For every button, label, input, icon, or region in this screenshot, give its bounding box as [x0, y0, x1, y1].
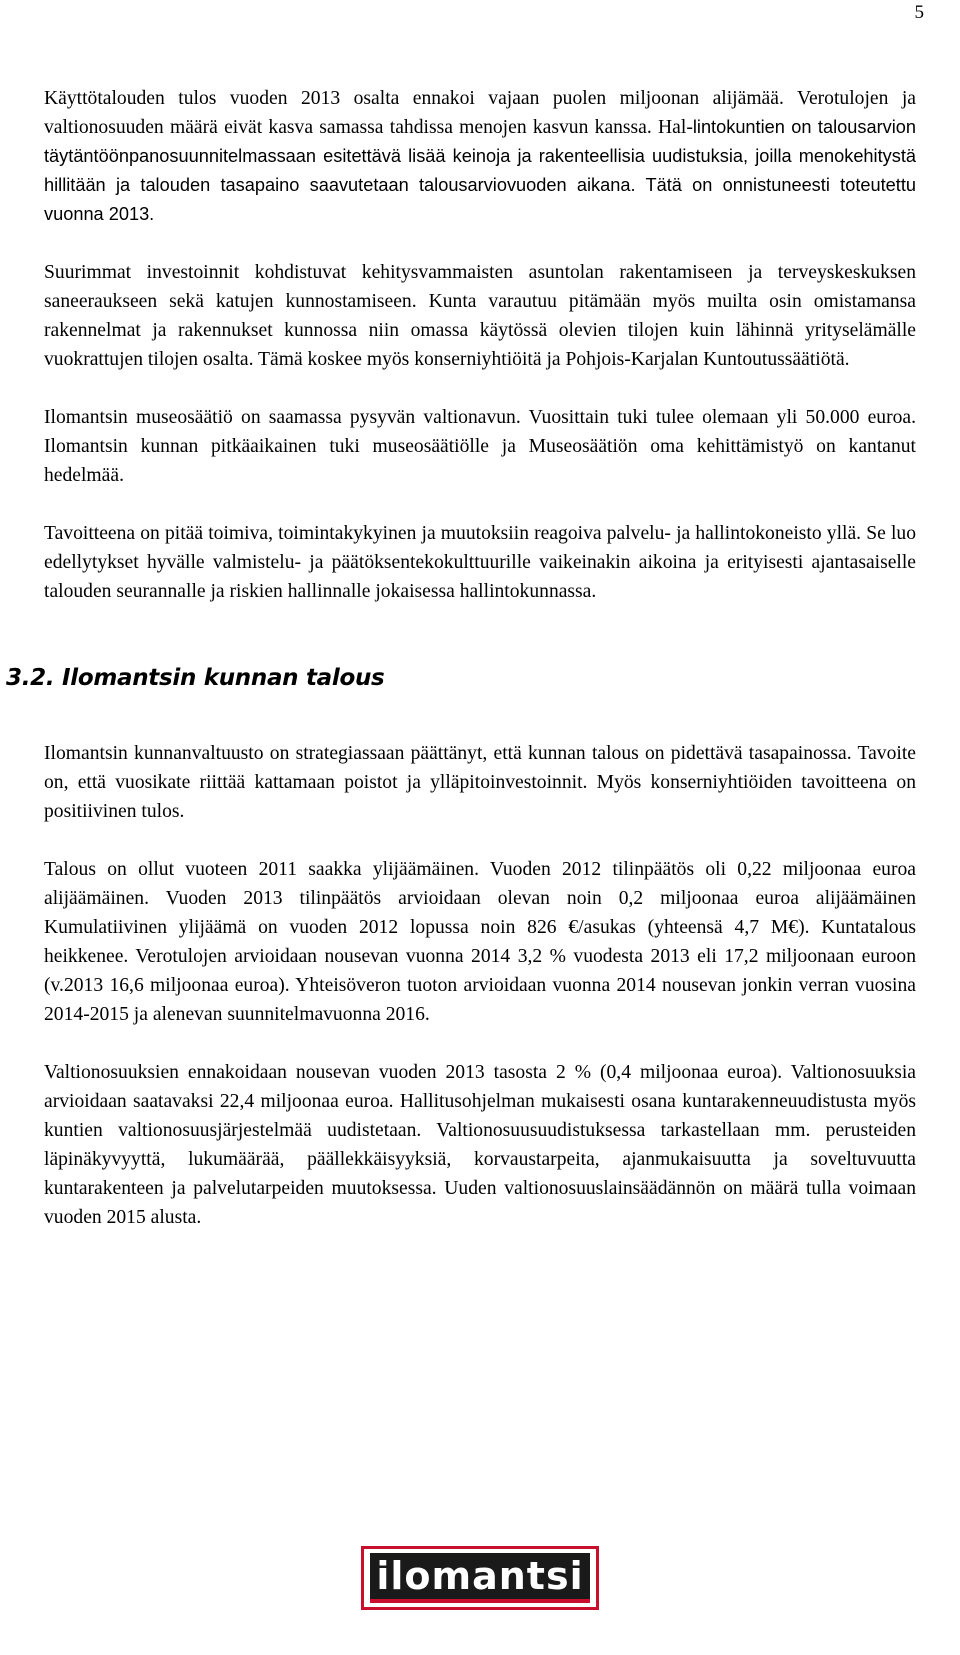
paragraph-administration-goals: Tavoitteena on pitää toimiva, toimintakykyinen ja muutoksiin reagoiva palvelu- ja hallintokoneisto yllä. Se luo edellytykset hyvälle valmistelu- ja päätöksentekokulttuurille vaikeinakin aikoina ja erityisesti ajantasaiselle talouden seurannalle ja riskien hallinnalle jokaisessa hallintokunnassa. [44, 523, 916, 602]
paragraph-museum-foundation: Ilomantsin museosäätiö on saamassa pysyvän valtionavun. Vuosittain tuki tulee olemaan yli 50.000 euroa. Ilomantsin kunnan pitkäaikainen tuki museosäätiölle ja Museosäätiön oma kehittämistyö on kantanut hedelmää. [44, 407, 916, 486]
page-number: 5 [914, 2, 924, 23]
paragraph-serif-part: Käyttötalouden tulos vuoden 2013 osalta ennakoi vajaan puolen miljoonan alijämää. Verotulojen ja valtionosuuden määrä eivät kasva samassa tahdissa menojen kasvun kanssa. Hal- [44, 88, 916, 138]
paragraph-operating-result [44, 84, 916, 229]
document-body [6, 84, 916, 1232]
paragraph-state-subsidies: Valtionosuuksien ennakoidaan nousevan vuoden 2013 tasosta 2 % (0,4 miljoonaa euroa). Valtionosuuksia arvioidaan saatavaksi 22,4 miljoonaa euroa. Hallitusohjelman mukaisesti osana kuntarakenneuudistusta myös kuntien valtionosuusjärjestelmää uudistetaan. Valtionosuusuudistuksessa tarkastellaan mm. perusteiden läpinäkyvyyttä, lukumäärää, päällekkäisyyksiä, korvaustarpeita, ajanmukaisuutta ja soveltuvuutta kuntarakenteen ja palvelutarpeiden muutoksessa. Uuden valtionosuuslainsäädännön on määrä tulla voimaan vuoden 2015 alusta. [44, 1062, 916, 1228]
paragraph-strategy: Ilomantsin kunnanvaltuusto on strategiassaan päättänyt, että kunnan talous on pidettävä tasapainossa. Tavoite on, että vuosikate riittää kattamaan poistot ja ylläpitoinvestoinnit. Myös konserniyhtiöiden tavoitteena on positiivinen tulos. [44, 743, 916, 822]
paragraph-economy: Talous on ollut vuoteen 2011 saakka ylijäämäinen. Vuoden 2012 tilinpäätös oli 0,22 miljoonaa euroa alijäämäinen. Vuoden 2013 tilinpäätös arvioidaan olevan noin 0,2 miljoonaa euroa alijäämäinen Kumulatiivinen ylijäämä on vuoden 2012 lopussa noin 826 €/asukas (yhteensä 4,7 M€). Kuntatalous heikkenee. Verotulojen arvioidaan nousevan vuonna 2014 3,2 % vuodesta 2013 eli 17,2 miljoonaan euroon (v.2013 16,6 miljoonaa euroa). Yhteisöveron tuoton arvioidaan vuonna 2014 nousevan jonkin verran vuosina 2014-2015 ja alenevan suunnitelmavuonna 2016. [44, 859, 916, 1025]
logo-frame [361, 1546, 598, 1610]
logo-text: ilomantsi [370, 1553, 589, 1603]
paragraph-investments: Suurimmat investoinnit kohdistuvat kehitysvammaisten asuntolan rakentamiseen ja terveyskeskuksen saneeraukseen sekä katujen kunnostamiseen. Kunta varautuu pitämään myös muilta osin omistamansa rakennelmat ja rakennukset kunnossa niin omassa käytössä olevien tilojen kuin lähinnä yrityselämälle vuokrattujen tilojen osalta. Tämä koskee myös konserniyhtiöitä ja Pohjois-Karjalan Kuntoutussäätiötä. [44, 262, 916, 370]
section-heading: 3.2. Ilomantsin kunnan talous [6, 665, 385, 691]
paragraph-sans-part: lintokuntien on talousarvion täytäntöönpanosuunnitelmassaan esitettävä lisää keinoja ja rakenteellisia uudistuksia, joilla menokehitystä hillitään ja talouden tasapaino saavutetaan talousarviovuoden aikana. Tätä on onnistuneesti toteutettu vuonna 2013. [44, 117, 916, 224]
ilomantsi-logo [0, 1546, 960, 1610]
